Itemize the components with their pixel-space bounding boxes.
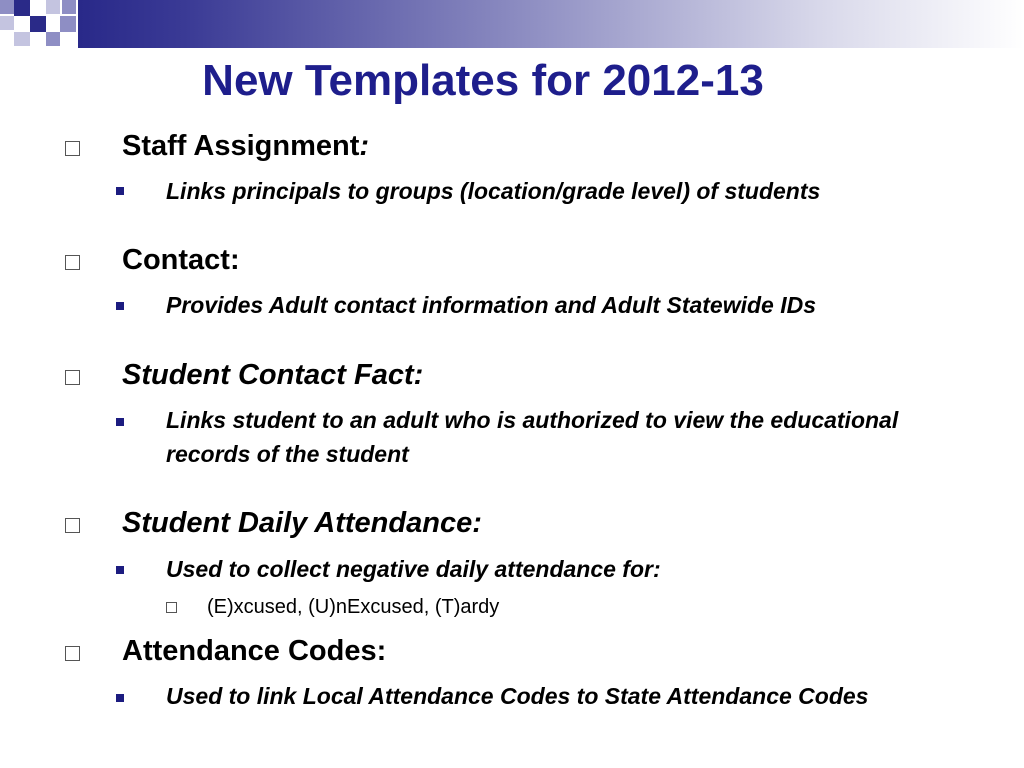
square-bullet-icon xyxy=(65,646,80,661)
decor-square xyxy=(46,32,60,46)
decor-square xyxy=(30,16,46,32)
slide-title: New Templates for 2012-13 xyxy=(202,56,764,105)
section-point: Used to link Local Attendance Codes to State Attendance Codes xyxy=(166,683,869,709)
section-heading: Student Contact Fact: xyxy=(122,359,424,391)
section-point: Links principals to groups (location/grade level) of students xyxy=(166,178,821,204)
decor-square xyxy=(60,16,76,32)
section-heading-text: Staff Assignment xyxy=(122,130,360,162)
section-point: Links student to an adult who is authorized to view the educational records of the student xyxy=(166,407,899,467)
section-heading-suffix: : xyxy=(359,130,370,162)
decor-square xyxy=(0,0,14,14)
square-bullet-icon xyxy=(65,141,80,156)
decor-square xyxy=(46,0,60,14)
section-heading: Student Daily Attendance: xyxy=(122,507,482,539)
section-subpoint: (E)xcused, (U)nExcused, (T)ardy xyxy=(207,596,500,618)
section-heading xyxy=(122,130,369,163)
square-bullet-icon xyxy=(65,255,80,270)
filled-bullet-icon xyxy=(116,566,124,574)
filled-bullet-icon xyxy=(116,694,124,702)
section-heading: Contact: xyxy=(122,244,240,276)
decor-square xyxy=(14,0,30,16)
decor-square xyxy=(0,16,14,30)
section-point: Provides Adult contact information and Adult Statewide IDs xyxy=(166,292,817,318)
filled-bullet-icon xyxy=(116,302,124,310)
section-heading: Attendance Codes: xyxy=(122,635,387,667)
square-bullet-icon xyxy=(65,370,80,385)
header-gradient-band xyxy=(0,0,1024,48)
square-sub-bullet-icon xyxy=(166,602,177,613)
decor-square xyxy=(14,32,30,46)
square-bullet-icon xyxy=(65,518,80,533)
decor-square xyxy=(62,0,76,14)
section-point: Used to collect negative daily attendance for: xyxy=(166,556,661,582)
filled-bullet-icon xyxy=(116,187,124,195)
filled-bullet-icon xyxy=(116,418,124,426)
